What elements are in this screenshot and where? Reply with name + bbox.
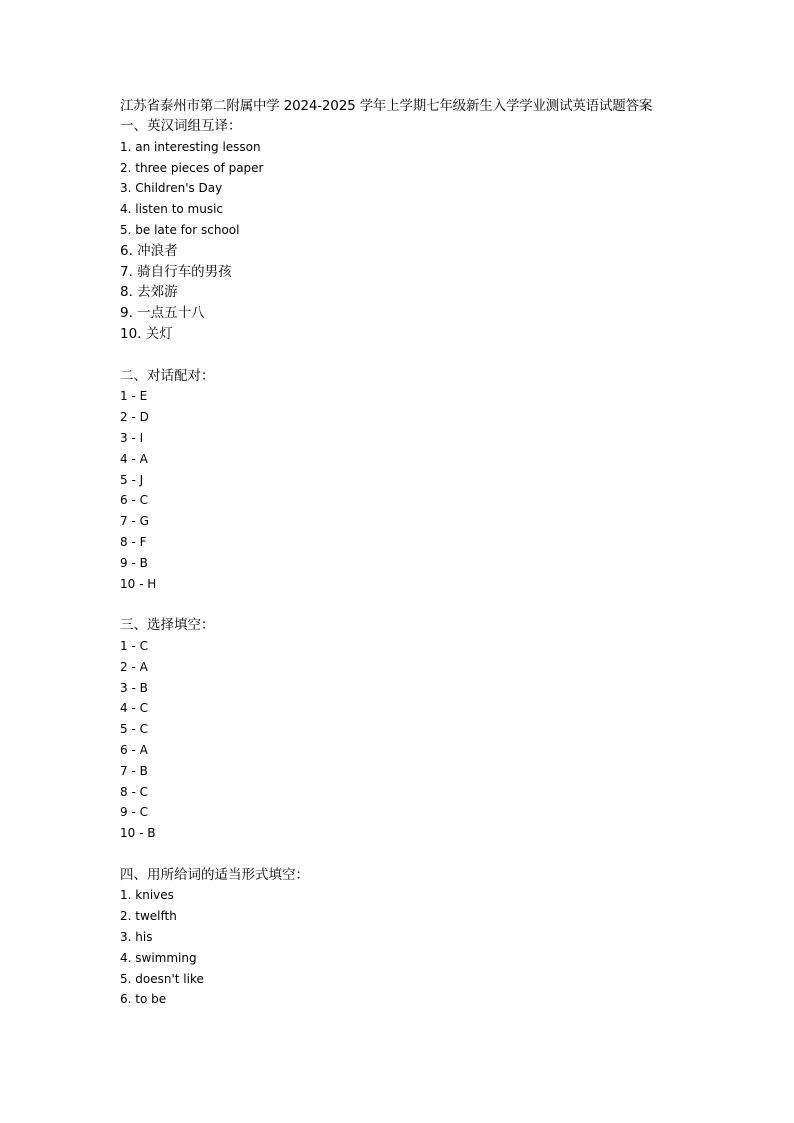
answer-item: 6. 冲浪者 xyxy=(120,242,178,259)
answer-item: 4 - A xyxy=(120,451,148,466)
document-title: 江苏省泰州市第二附属中学 2024-2025 学年上学期七年级新生入学学业测试英语试题答案 xyxy=(120,98,653,114)
answer-item: 7. 骑自行车的男孩 xyxy=(120,263,232,280)
document-page xyxy=(120,96,720,1010)
answer-item: 6 - A xyxy=(120,742,148,757)
answer-item: 7 - B xyxy=(120,763,148,778)
section-spacer xyxy=(120,345,720,366)
answer-item: 10. 关灯 xyxy=(120,325,173,342)
answer-item: 5 - C xyxy=(120,722,148,737)
answer-item: 5. be late for school xyxy=(120,222,240,237)
answer-item: 4. swimming xyxy=(120,950,197,965)
answer-item: 2 - D xyxy=(120,410,149,425)
answer-item: 9 - B xyxy=(120,555,148,570)
answer-item: 3. his xyxy=(120,930,153,945)
answer-item: 9. 一点五十八 xyxy=(120,305,205,322)
answer-item: 9 - C xyxy=(120,805,148,820)
section-word-forms xyxy=(120,865,720,1011)
section-dialogue-matching xyxy=(120,366,720,595)
section-multiple-choice xyxy=(120,615,720,844)
answer-item: 4 - C xyxy=(120,701,148,716)
section-heading: 三、选择填空： xyxy=(120,617,215,634)
answer-item: 10 - B xyxy=(120,826,156,841)
section-translation xyxy=(120,116,720,345)
answer-item: 6 - C xyxy=(120,493,148,508)
answer-item: 1. an interesting lesson xyxy=(120,139,261,154)
section-spacer xyxy=(120,594,720,615)
answer-item: 8. 去郊游 xyxy=(120,284,178,301)
section-spacer xyxy=(120,844,720,865)
answer-item: 5. doesn't like xyxy=(120,971,204,986)
answer-item: 3 - I xyxy=(120,430,144,445)
answer-item: 2 - A xyxy=(120,659,148,674)
answer-item: 1 - C xyxy=(120,638,148,653)
answer-item: 3. Children's Day xyxy=(120,181,223,196)
section-heading: 二、对话配对： xyxy=(120,367,215,384)
answer-item: 5 - J xyxy=(120,472,144,487)
answer-item: 1. knives xyxy=(120,888,174,903)
answer-item: 3 - B xyxy=(120,680,148,695)
answer-item: 6. to be xyxy=(120,992,167,1007)
answer-item: 8 - F xyxy=(120,534,147,549)
answer-item: 2. twelfth xyxy=(120,909,177,924)
answer-item: 10 - H xyxy=(120,576,157,591)
answer-item: 1 - E xyxy=(120,389,148,404)
answer-item: 2. three pieces of paper xyxy=(120,160,264,175)
answer-item: 4. listen to music xyxy=(120,202,224,217)
answer-item: 8 - C xyxy=(120,784,148,799)
section-heading: 一、英汉词组互译： xyxy=(120,118,242,134)
answer-item: 7 - G xyxy=(120,514,149,529)
section-heading: 四、用所给词的适当形式填空： xyxy=(120,866,309,883)
